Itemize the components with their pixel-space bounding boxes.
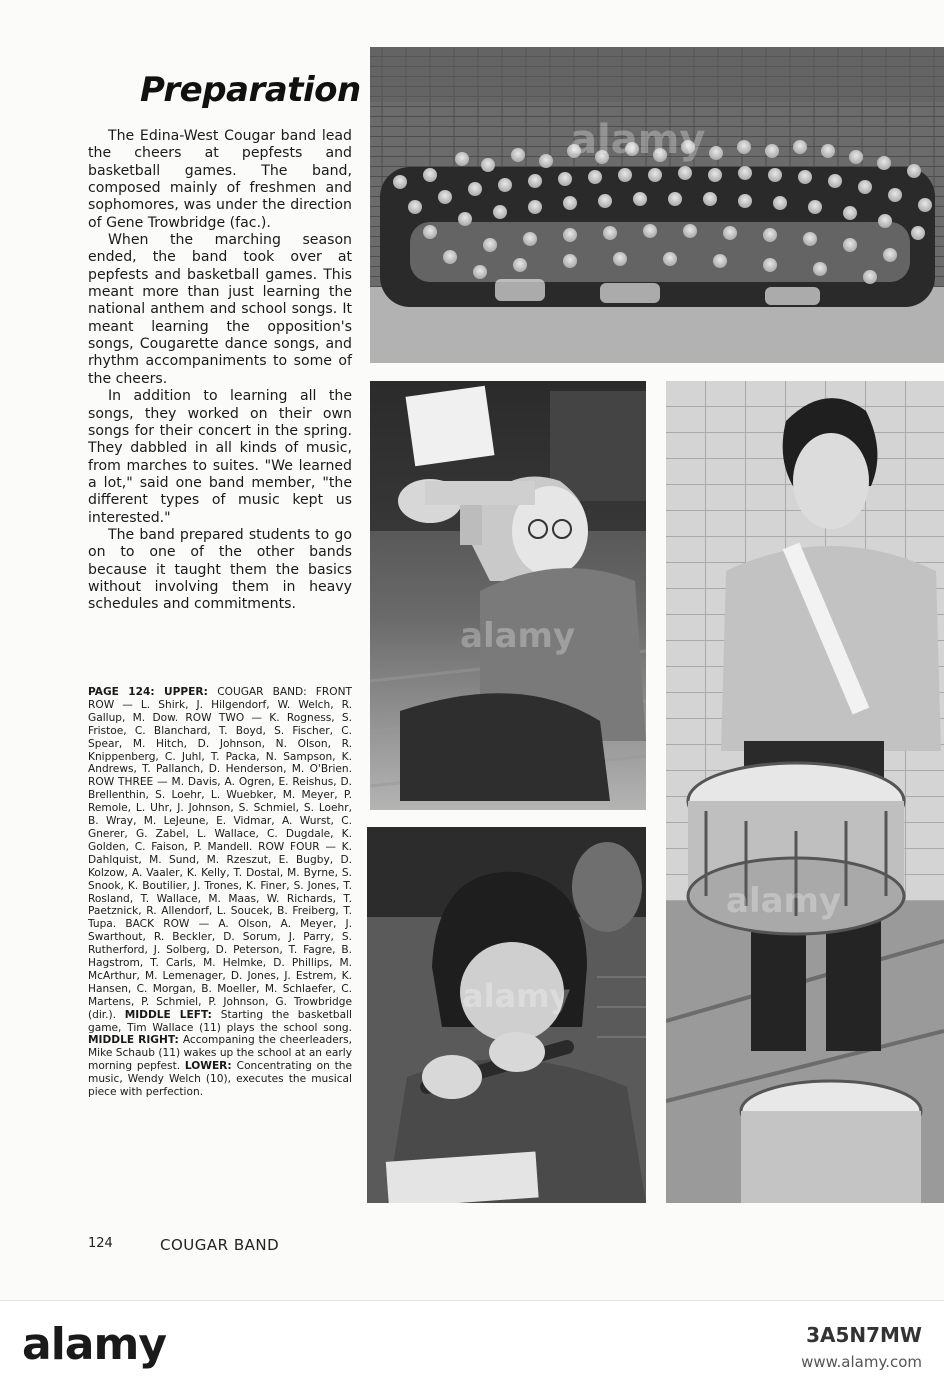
section-name: COUGAR BAND — [160, 1236, 280, 1254]
stock-url: www.alamy.com — [801, 1353, 922, 1371]
photo-cornet-player — [370, 381, 646, 810]
article-paragraph: In addition to learning all the songs, they worked on their own songs for their concert in the spring. They dabbled in all kinds of music, from marches to suites. "We learned a lot," said one band member, "the different types of music kept us interested." — [88, 388, 352, 526]
caption-label-middle-left: MIDDLE LEFT: — [124, 1008, 221, 1021]
photo-cornet-player-image — [370, 381, 646, 810]
photo-band-group-image — [370, 47, 944, 363]
photo-watermark: alamy — [570, 117, 706, 163]
caption-text-middle-right: Accompaning the cheerleaders, Mike Schaub (11) wakes up the school at an early morning pepfest. — [88, 1034, 353, 1073]
article-body — [88, 128, 352, 614]
photo-fife-player — [367, 827, 646, 1203]
stock-brand-logo: alamy — [22, 1319, 166, 1370]
photo-drummer — [666, 381, 944, 1203]
photo-band-group — [370, 47, 944, 363]
caption-text-middle-left: Starting the basketball game, Tim Wallace (11) plays the school song. — [88, 1008, 352, 1034]
photo-watermark: alamy — [462, 977, 571, 1015]
page-title: Preparation — [140, 70, 361, 110]
article-paragraph: The Edina-West Cougar band lead the cheers at pepfests and basketball games. The band, composed mainly of freshmen and sophomores, was under the direction of Gene Trowbridge (fac.). — [88, 128, 352, 231]
page-number: 124 — [88, 1236, 113, 1251]
caption-text-lower: Concentrating on the music, Wendy Welch (10), executes the musical piece with perfection. — [88, 1060, 352, 1099]
photo-drummer-image — [666, 381, 944, 1203]
article-paragraph: When the marching season ended, the band took over at pepfests and basketball games. This meant more than just learning the national anthem and school songs. It meant learning the opposition's songs, Cougarette dance songs, and rhythm accompaniments to some of the cheers. — [88, 232, 352, 387]
caption-label-middle-right: MIDDLE RIGHT: — [88, 1034, 183, 1047]
photo-caption — [88, 686, 352, 1099]
caption-label-lower: LOWER: — [184, 1060, 237, 1073]
caption-label-upper: PAGE 124: UPPER: — [88, 686, 218, 698]
photo-watermark: alamy — [460, 616, 576, 656]
caption-text-upper: COUGAR BAND: FRONT ROW — L. Shirk, J. Hilgendorf, W. Welch, R. Gallup, M. Dow. ROW TWO — K. Rogness, S. Fristoe, C. Blanchard, T. Boyd, S. Fischer, C. Spear, M. Hitch, D. Johnson, N. Olson, R. Knippenberg, C. Juhl, T. Packa, N. Sampson, K. Andrews, T. Pallanch, D. Henderson, M. O'Brien. ROW THREE — M. Davis, A. Ogren, E. Reishus, D. Brellenthin, S. Loehr, L. Wuebker, M. Meyer, P. Remole, L. Uhr, J. Johnson, S. Schmiel, S. Loehr, B. Wray, M. LeJeune, E. Vidmar, A. Wurst, C. Gnerer, G. Zabel, L. Wallace, C. Dugdale, K. Golden, C. Faison, P. Mandell. ROW FOUR — K. Dahlquist, M. Sund, M. Rzeszut, E. Bugby, D. Kolzow, A. Vaaler, K. Kelly, T. Dostal, M. Byrne, S. Snook, K. Boutilier, J. Trones, K. Finer, S. Jones, T. Rosland, T. Wallace, M. Maas, W. Richards, T. Paetznick, R. Allendorf, L. Soucek, B. Freiberg, T. Tupa. BACK ROW — A. Olson, A. Meyer, J. Swarthout, R. Beckler, D. Sorum, J. Parry, S. Rutherford, J. Solberg, D. Peterson, T. Fagre, B. Hagstrom, T. Carls, M. Helmke, D. Phillips, M. McArthur, M. Lemenager, D. Jones, J. Estrem, K. Hansen, C. Morgan, B. Moeller, M. Schlaefer, C. Martens, P. Schmiel, P. Johnson, G. Trowbridge (dir.). — [88, 686, 352, 1021]
stock-image-id: 3A5N7MW — [806, 1323, 922, 1347]
photo-fife-player-image — [367, 827, 646, 1203]
stock-footer — [0, 1300, 944, 1391]
photo-watermark: alamy — [726, 881, 842, 921]
article-paragraph: The band prepared students to go on to one of the other bands because it taught them the basics without involving them in heavy schedules and commitments. — [88, 526, 352, 613]
